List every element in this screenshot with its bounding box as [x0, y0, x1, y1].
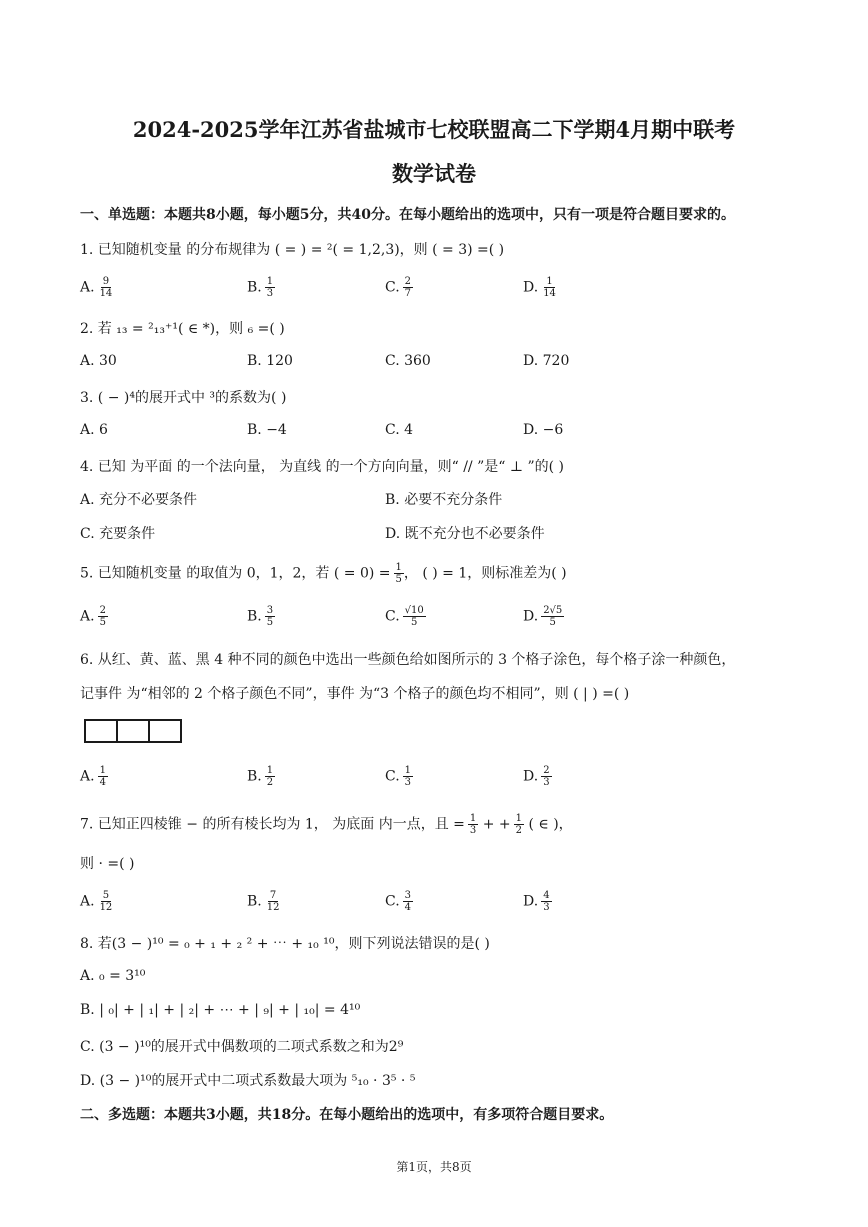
q8-option-d: D. (3 − )¹⁰的展开式中二项式系数最大项为 ⁵₁₀ · 3⁵ · ⁵: [80, 1073, 416, 1089]
q3-option-a: A. 6: [80, 422, 108, 438]
q4-option-c: C. 充要条件: [80, 526, 156, 542]
q1-option-c: C. $\frac{2}{7}$: [385, 276, 412, 299]
three-cell-grid-figure: [84, 719, 182, 743]
q5-option-b: B. $\frac{3}{5}$: [247, 605, 274, 628]
q5-option-c: C. $\frac{√10}{5}$: [385, 605, 424, 628]
q1-option-d: D. $\frac{1}{14}$: [523, 276, 556, 299]
question-4-stem: 4. 已知 为平面 的一个法向量， 为直线 的一个方向向量，则“ // ”是“ ⊥ ”的( ): [80, 459, 565, 475]
page-footer: 第1页，共8页: [396, 1160, 472, 1174]
q2-option-a: A. 30: [80, 353, 117, 369]
q8-option-b: B. | ₀| + | ₁| + | ₂| + ⋯ + | ₉| + | ₁₀| = 4¹⁰: [80, 1002, 361, 1018]
q3-option-c: C. 4: [385, 422, 414, 438]
q2-option-b: B. 120: [247, 353, 293, 369]
q6-option-a: A. $\frac{1}{4}$: [80, 765, 106, 788]
q7-option-a: A. $\frac{5}{12}$: [80, 890, 113, 913]
grid-cell: [86, 721, 118, 741]
q6-option-b: B. $\frac{1}{2}$: [247, 765, 274, 788]
q7-option-d: D. $\frac{4}{3}$: [523, 890, 550, 913]
q4-option-b: B. 必要不充分条件: [385, 492, 503, 508]
q3-option-b: B. −4: [247, 422, 287, 438]
q8-option-a: A. ₀ = 3¹⁰: [80, 968, 146, 984]
question-1-stem: 1. 已知随机变量 的分布规律为 ( = ) = ²( = 1,2,3)，则 ( = 3) =( ): [80, 242, 505, 258]
q5-option-d: D. $\frac{2√5}{5}$: [523, 605, 563, 628]
page-subtitle: 数学试卷: [392, 161, 476, 186]
section-heading-single-choice: 一、单选题：本题共8小题，每小题5分，共40分。在每小题给出的选项中，只有一项是符合题目要求的。: [80, 207, 735, 223]
question-8-stem: 8. 若(3 − )¹⁰ = ₀ + ₁ + ₂ ² + ⋯ + ₁₀ ¹⁰，则下列说法错误的是( ): [80, 936, 490, 952]
q4-option-d: D. 既不充分也不必要条件: [385, 526, 545, 542]
q6-option-d: D. $\frac{2}{3}$: [523, 765, 550, 788]
question-6-stem-line1: 6. 从红、黄、蓝、黑 4 种不同的颜色中选出一些颜色给如图所示的 3 个格子涂色，每个格子涂一种颜色，: [80, 652, 736, 668]
page-title: 2024-2025学年江苏省盐城市七校联盟高二下学期4月期中联考: [132, 117, 736, 142]
question-2-stem: 2. 若 ₁₃ = ²₁₃⁺¹( ∈ *)，则 ₆ =( ): [80, 321, 285, 337]
q7-option-c: C. $\frac{3}{4}$: [385, 890, 412, 913]
q1-option-a: A. $\frac{9}{14}$: [80, 276, 113, 299]
grid-cell: [150, 721, 180, 741]
q8-option-c: C. (3 − )¹⁰的展开式中偶数项的二项式系数之和为2⁹: [80, 1039, 404, 1055]
section-heading-multiple-choice: 二、多选题：本题共3小题，共18分。在每小题给出的选项中，有多项符合题目要求。: [80, 1107, 614, 1123]
q4-option-a: A. 充分不必要条件: [80, 492, 198, 508]
question-6-stem-line2: 记事件 为“相邻的 2 个格子颜色不同”，事件 为“3 个格子的颜色均不相同”，则 ( | ) =( ): [80, 686, 630, 702]
question-7-stem-line1: 7. 已知正四棱锥 − 的所有棱长均为 1， 为底面 内一点，且 = $\frac{1}{3}$ + + $\frac{1}{2}$ ( ∈ )，: [80, 813, 573, 836]
grid-cell: [118, 721, 150, 741]
question-5-stem: 5. 已知随机变量 的取值为 0，1，2，若 ( = 0) = $\frac{1}{5}$ ， ( ) = 1，则标准差为( ): [80, 562, 567, 585]
q3-option-d: D. −6: [523, 422, 564, 438]
q2-option-c: C. 360: [385, 353, 431, 369]
question-3-stem: 3. ( − )⁴的展开式中 ³的系数为( ): [80, 390, 287, 406]
q6-option-c: C. $\frac{1}{3}$: [385, 765, 412, 788]
q1-option-b: B. $\frac{1}{3}$: [247, 276, 274, 299]
q2-option-d: D. 720: [523, 353, 570, 369]
q5-option-a: A. $\frac{2}{5}$: [80, 605, 106, 628]
q7-option-b: B. $\frac{7}{12}$: [247, 890, 280, 913]
question-7-stem-line2: 则 · =( ): [80, 856, 135, 872]
